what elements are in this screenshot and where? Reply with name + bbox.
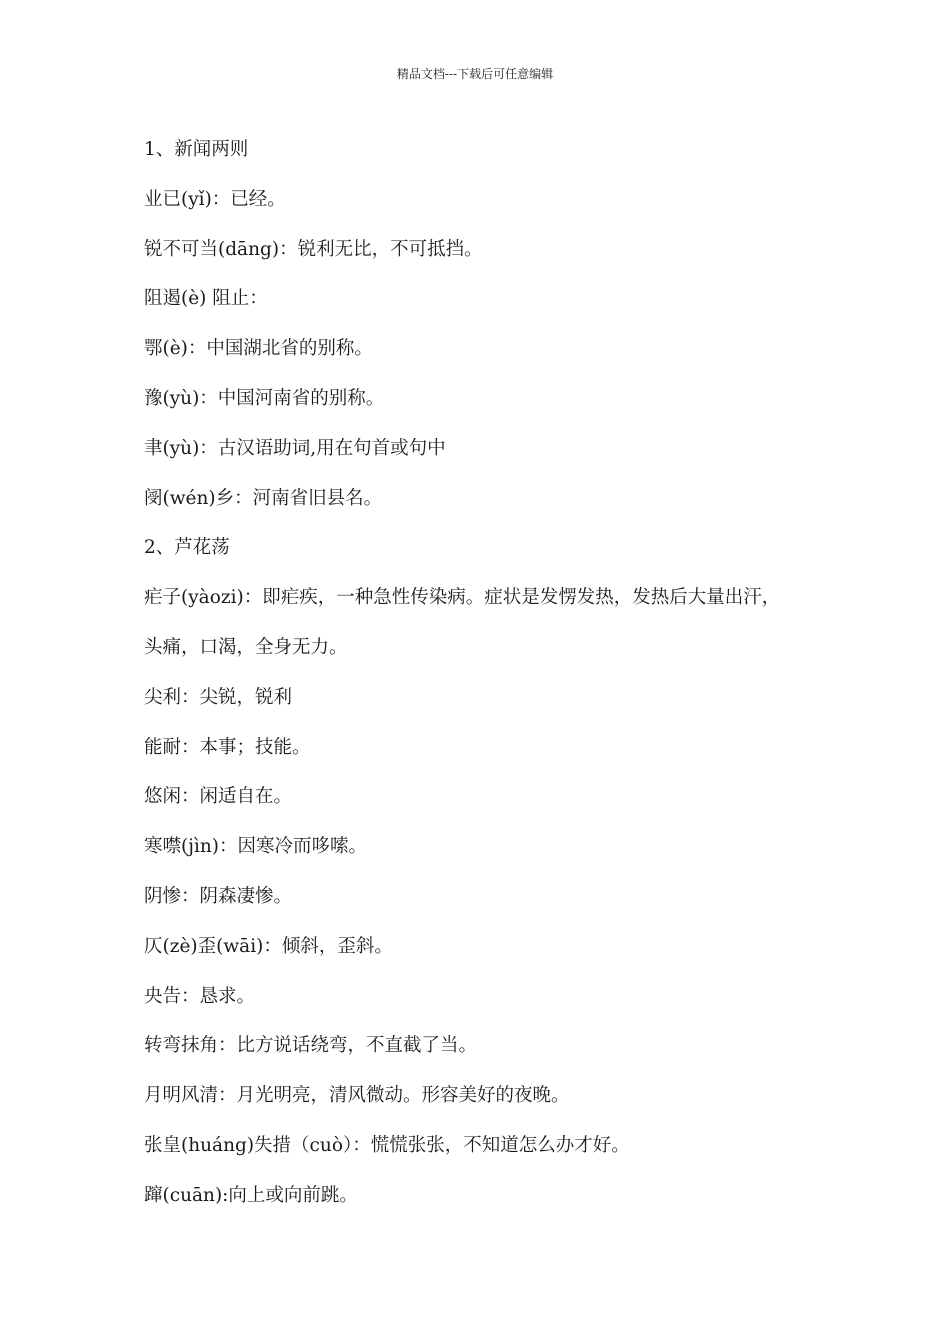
section-heading: 2、芦花荡: [144, 537, 230, 559]
vocab-entry: 能耐：本事；技能。: [144, 736, 311, 758]
vocab-entry: 寒噤(jìn)：因寒冷而哆嗦。: [144, 836, 368, 858]
vocab-entry: 尖利：尖锐，锐利: [144, 686, 293, 708]
vocab-entry: 张皇(huáng)失措（cuò）：慌慌张张，不知道怎么办才好。: [144, 1134, 630, 1156]
document-body: [144, 136, 824, 1232]
vocab-entry: 仄(zè)歪(wāi)：倾斜，歪斜。: [144, 935, 393, 957]
vocab-entry: 阌(wén)乡：河南省旧县名。: [144, 487, 383, 509]
vocab-entry: 聿(yù)：古汉语助词,用在句首或句中: [144, 437, 446, 459]
vocab-entry: 锐不可当(dāng)：锐利无比，不可抵挡。: [144, 238, 483, 260]
vocab-entry: 疟子(yàozi)：即疟疾，一种急性传染病。症状是发愣发热，发热后大量出汗，: [144, 587, 781, 609]
section-heading: 1、新闻两则: [144, 139, 249, 160]
vocab-entry: 豫(yù)：中国河南省的别称。: [144, 387, 385, 409]
vocab-entry: 央告：恳求。: [144, 985, 256, 1007]
vocab-entry-continuation: 头痛，口渴，全身无力。: [144, 636, 348, 658]
vocab-entry: 蹿(cuān):向上或向前跳。: [144, 1184, 358, 1206]
vocab-entry: 悠闲：闲适自在。: [144, 786, 293, 808]
vocab-entry: 阴惨：阴森凄惨。: [144, 885, 293, 907]
vocab-entry: 转弯抹角：比方说话绕弯，不直截了当。: [144, 1035, 478, 1057]
vocab-entry: 月明风清：月光明亮，清风微动。形容美好的夜晚。: [144, 1085, 570, 1107]
vocab-entry: 鄂(è)：中国湖北省的别称。: [144, 338, 373, 360]
page-header: 精品文档---下载后可任意编辑: [396, 67, 554, 81]
vocab-entry: 阻遏(è) 阻止：: [144, 288, 268, 310]
vocab-entry: 业已(yǐ)：已经。: [144, 188, 286, 210]
